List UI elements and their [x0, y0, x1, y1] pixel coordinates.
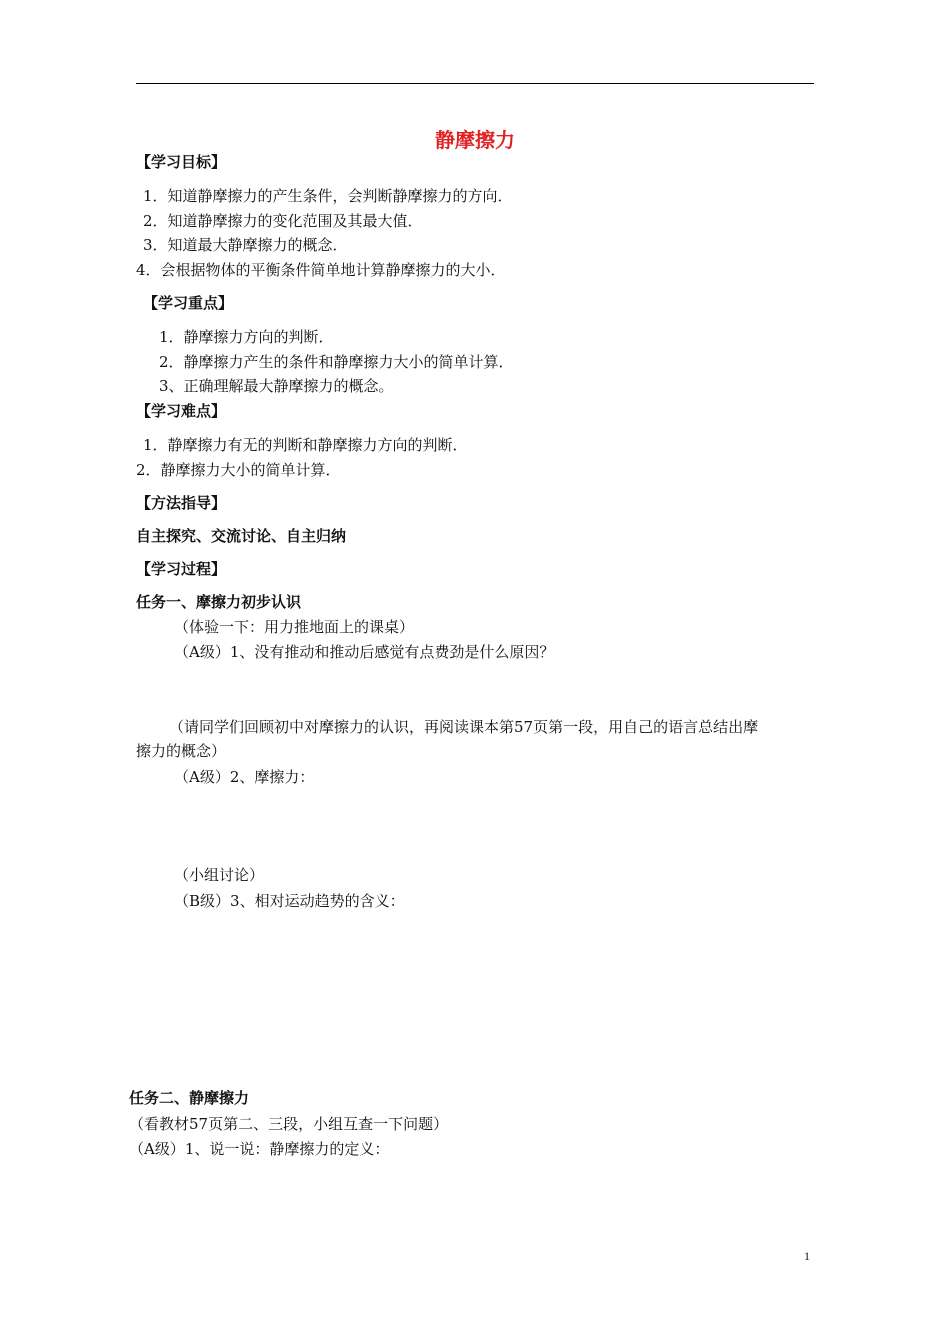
- task1-line: （A级）2、摩擦力：: [174, 768, 315, 786]
- key-point-item: 2．静摩擦力产生的条件和静摩擦力大小的简单计算．: [159, 353, 514, 371]
- difficulties-heading: 【学习难点】: [136, 402, 227, 420]
- objective-item: 1．知道静摩擦力的产生条件，会判断静摩擦力的方向．: [143, 187, 513, 205]
- task1-line: （B级）3、相对运动趋势的含义：: [174, 892, 405, 910]
- task1-line: （体验一下：用力推地面上的课桌）: [174, 618, 415, 636]
- task1-line: （小组讨论）: [174, 866, 265, 884]
- page-number: 1: [804, 1249, 810, 1263]
- document-title: 静摩擦力: [435, 128, 515, 152]
- task1-title: 任务一、摩擦力初步认识: [136, 593, 302, 611]
- process-heading: 【学习过程】: [136, 560, 227, 578]
- task1-line: （A级）1、没有推动和推动后感觉有点费劲是什么原因？: [174, 643, 555, 661]
- objective-item: 3．知道最大静摩擦力的概念．: [143, 236, 348, 254]
- objective-item: 2．知道静摩擦力的变化范围及其最大值．: [143, 212, 423, 230]
- task2-line: （A级）1、说一说：静摩擦力的定义：: [129, 1140, 390, 1158]
- method-text: 自主探究、交流讨论、自主归纳: [136, 527, 347, 545]
- header-rule: [136, 83, 814, 84]
- difficulty-item: 2．静摩擦力大小的简单计算．: [136, 461, 341, 479]
- objective-item: 4．会根据物体的平衡条件简单地计算静摩擦力的大小．: [136, 261, 506, 279]
- key-point-item: 1．静摩擦力方向的判断．: [159, 328, 334, 346]
- task1-line: 擦力的概念）: [136, 742, 227, 760]
- task2-line: （看教材57页第二、三段，小组互查一下问题）: [129, 1115, 449, 1133]
- method-heading: 【方法指导】: [136, 494, 227, 512]
- difficulty-item: 1．静摩擦力有无的判断和静摩擦力方向的判断．: [143, 436, 468, 454]
- task2-title: 任务二、静摩擦力: [129, 1089, 250, 1107]
- objectives-heading: 【学习目标】: [136, 153, 227, 171]
- task1-line: （请同学们回顾初中对摩擦力的认识，再阅读课本第57页第一段，用自己的语言总结出摩: [169, 718, 759, 736]
- key-point-item: 3、正确理解最大静摩擦力的概念。: [159, 377, 394, 395]
- key-points-heading: 【学习重点】: [143, 294, 234, 312]
